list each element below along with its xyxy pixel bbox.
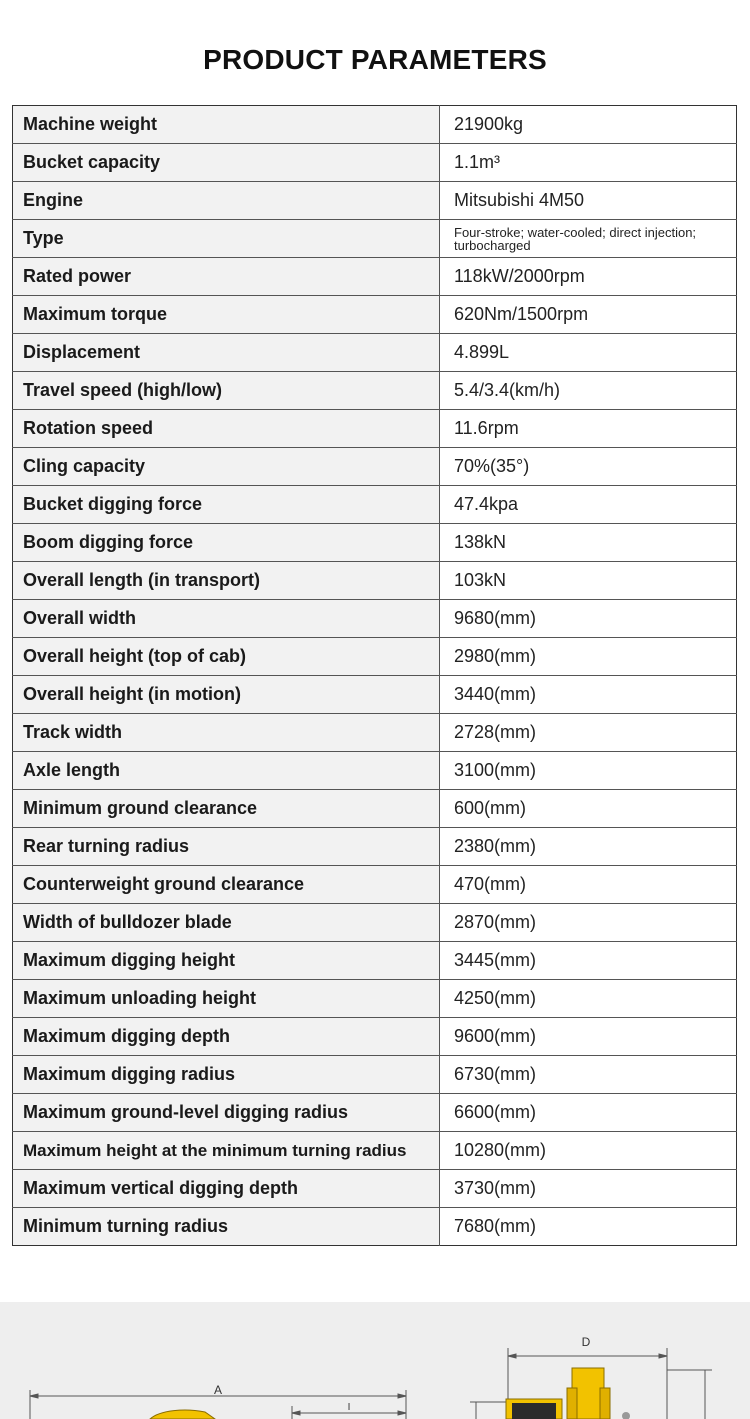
param-label: Maximum digging radius [13,1056,440,1094]
table-row [13,828,737,866]
page-title: PRODUCT PARAMETERS [203,44,547,75]
param-label: Rated power [13,258,440,296]
param-label: Width of bulldozer blade [13,904,440,942]
dimension-label-d: D [581,1335,591,1349]
param-value: 3445(mm) [440,942,737,980]
param-label: Maximum unloading height [13,980,440,1018]
table-row [13,1056,737,1094]
table-row [13,1170,737,1208]
param-value: 2380(mm) [440,828,737,866]
param-label: Overall length (in transport) [13,562,440,600]
param-value: 11.6rpm [440,410,737,448]
table-row [13,562,737,600]
table-row [13,942,737,980]
param-value: 470(mm) [440,866,737,904]
param-value: 6600(mm) [440,1094,737,1132]
param-label: Maximum vertical digging depth [13,1170,440,1208]
param-label: Track width [13,714,440,752]
table-row [13,676,737,714]
table-row [13,638,737,676]
table-row [13,486,737,524]
param-value: 9600(mm) [440,1018,737,1056]
param-label: Maximum ground-level digging radius [13,1094,440,1132]
table-row [13,1018,737,1056]
param-label: Maximum height at the minimum turning radius [13,1132,440,1170]
table-row [13,524,737,562]
arrow-icon [398,1411,406,1415]
param-label: Engine [13,182,440,220]
param-label: Travel speed (high/low) [13,372,440,410]
table-row [13,106,737,144]
param-value: Mitsubishi 4M50 [440,182,737,220]
param-value: 3440(mm) [440,676,737,714]
param-label: Displacement [13,334,440,372]
param-label: Minimum ground clearance [13,790,440,828]
param-value: 21900kg [440,106,737,144]
param-label: Rotation speed [13,410,440,448]
param-value: 2870(mm) [440,904,737,942]
arrow-icon [508,1354,516,1358]
param-value: 10280(mm) [440,1132,737,1170]
param-label: Bucket digging force [13,486,440,524]
arrow-icon [659,1354,667,1358]
table-row [13,448,737,486]
param-value: 4250(mm) [440,980,737,1018]
param-value: 2980(mm) [440,638,737,676]
param-value: 70%(35°) [440,448,737,486]
param-label: Bucket capacity [13,144,440,182]
param-value: 103kN [440,562,737,600]
table-row [13,980,737,1018]
table-row [13,866,737,904]
table-row [13,334,737,372]
excavator-boom-shape [150,1410,215,1419]
param-label: Maximum digging depth [13,1018,440,1056]
param-value: 6730(mm) [440,1056,737,1094]
table-row [13,600,737,638]
param-label: Overall width [13,600,440,638]
param-label: Type [13,220,440,258]
table-row [13,220,737,258]
param-label: Axle length [13,752,440,790]
param-label: Overall height (top of cab) [13,638,440,676]
param-value: 2728(mm) [440,714,737,752]
param-label: Counterweight ground clearance [13,866,440,904]
arrow-icon [292,1411,300,1415]
param-value: Four-stroke; water-cooled; direct injection; turbocharged [440,220,737,258]
dimension-label-i: I [347,1402,351,1413]
table-row [13,904,737,942]
param-value: 4.899L [440,334,737,372]
table-row [13,296,737,334]
table-row [13,790,737,828]
table-row [13,1208,737,1246]
arrow-icon [398,1394,406,1398]
param-label: Rear turning radius [13,828,440,866]
param-value: 5.4/3.4(km/h) [440,372,737,410]
param-value: 7680(mm) [440,1208,737,1246]
param-value: 9680(mm) [440,600,737,638]
param-value: 118kW/2000rpm [440,258,737,296]
dimension-label-a: A [213,1383,223,1397]
table-row [13,1132,737,1170]
parameters-table [12,105,737,1246]
arrow-icon [30,1394,38,1398]
param-value: 1.1m³ [440,144,737,182]
table-row [13,752,737,790]
table-row [13,144,737,182]
boom-cylinder-shape [567,1388,577,1419]
param-label: Minimum turning radius [13,1208,440,1246]
table-row [13,372,737,410]
param-label: Cling capacity [13,448,440,486]
param-label: Machine weight [13,106,440,144]
param-value: 600(mm) [440,790,737,828]
param-label: Maximum torque [13,296,440,334]
param-value: 3730(mm) [440,1170,737,1208]
table-row [13,714,737,752]
param-label: Overall height (in motion) [13,676,440,714]
table-row [13,182,737,220]
light-shape [622,1412,630,1419]
param-value: 3100(mm) [440,752,737,790]
table-row [13,258,737,296]
cab-window-shape [512,1403,556,1419]
param-label: Boom digging force [13,524,440,562]
param-value: 620Nm/1500rpm [440,296,737,334]
table-row [13,1094,737,1132]
excavator-dimension-drawing [0,1302,750,1419]
dimension-diagram [0,1302,750,1419]
param-value: 138kN [440,524,737,562]
param-value: 47.4kpa [440,486,737,524]
boom-cylinder-shape [600,1388,610,1419]
table-row [13,410,737,448]
param-label: Maximum digging height [13,942,440,980]
